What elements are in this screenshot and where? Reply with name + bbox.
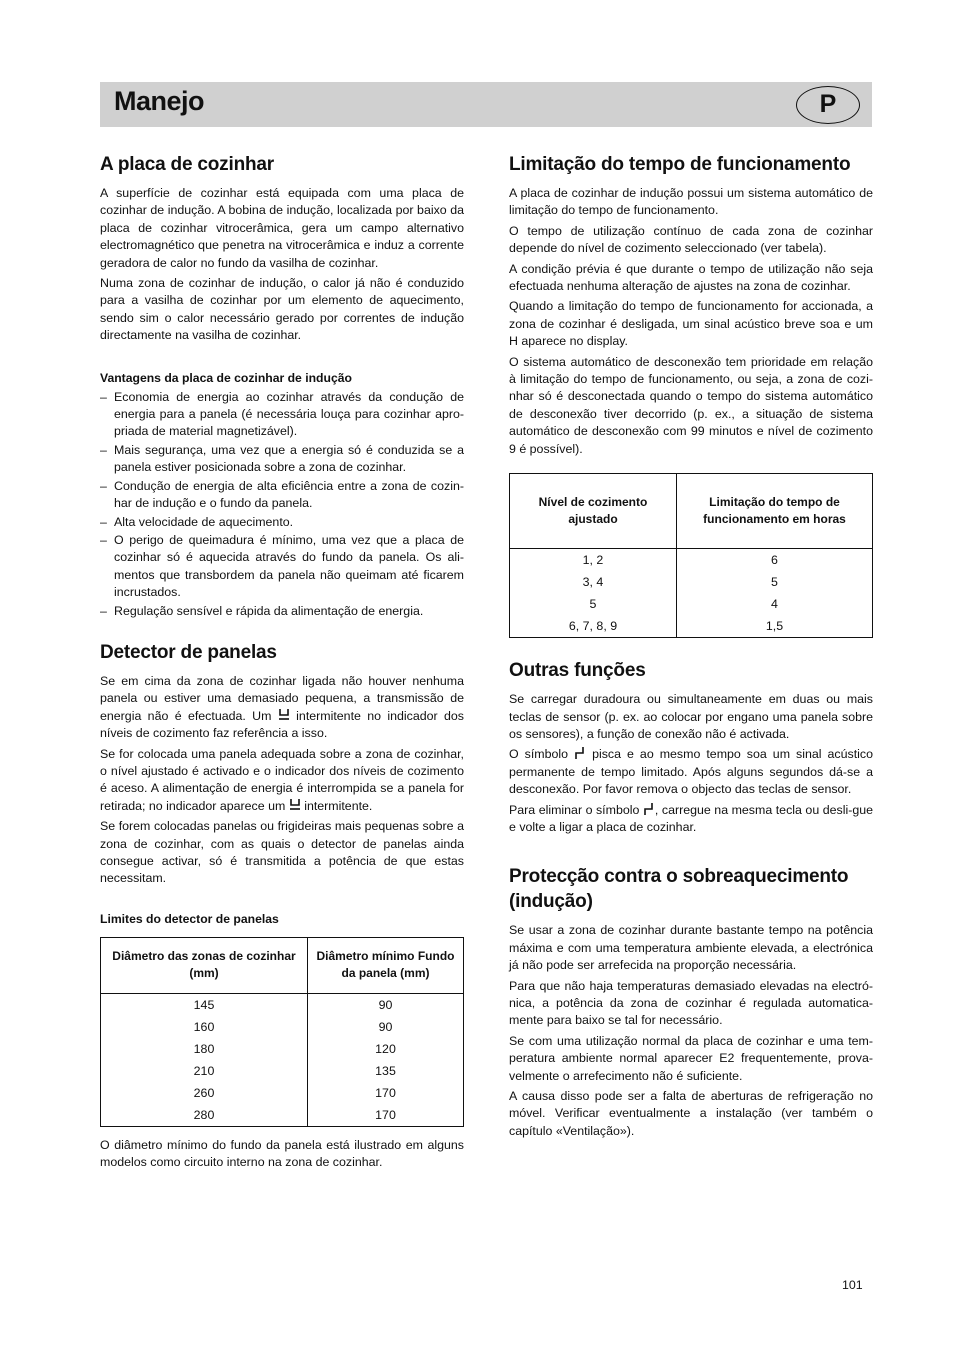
table-column-hours — [677, 549, 873, 638]
table-cell: 5 — [589, 597, 597, 612]
sensor-symbol-icon — [643, 802, 655, 816]
table-cell: 280 — [193, 1107, 215, 1122]
table-column-level — [510, 549, 677, 638]
list-item: – Condução de energia de alta eficiência entre a zona de cozin-har de indução e o fundo da panela. — [100, 478, 464, 513]
paragraph: Se forem colocadas panelas ou frigideiras mais pequenas sobre a zona de cozinhar, com as quais o detector de panelas ainda consegue activar, só é transmitida a potência de que estas necessitam. — [100, 819, 464, 886]
paragraph: Se carregar duradoura ou simultaneamente em duas ou mais teclas de sensor (p. ex. ao colocar por engano uma panela sobre os sensores), a função de conexão não é activada. — [509, 692, 873, 741]
table-cell: 90 — [378, 997, 393, 1012]
table-cell: 170 — [375, 1107, 396, 1122]
sensor-symbol-icon — [574, 746, 586, 760]
paragraph: O símbolo pisca e ao mesmo tempo soa um sinal acústico permanente de tempo limitado. Após alguns segundos dá-se a desconexão. Por favor remova o objecto das teclas de sensor. — [509, 747, 873, 797]
table-cell: 1, 2 — [582, 553, 604, 568]
time-limit-table — [509, 473, 873, 638]
table-column-min-diameter — [308, 993, 464, 1126]
table-cell: 145 — [193, 997, 215, 1012]
table-cell: 135 — [375, 1063, 396, 1078]
pan-symbol-icon — [278, 708, 290, 722]
list-item: – Economia de energia ao cozinhar através da condução de energia para a panela (é necessária louça para cozinhar apro-priada de material magnetizável). — [100, 389, 464, 441]
subheading-vantagens: Vantagens da placa de cozinhar de indução — [100, 370, 352, 385]
paragraph: Quando a limitação do tempo de funcionamento for accionada, a zona de cozinhar é desligada, um sinal acústico breve soa e um H aparece no display. — [509, 299, 873, 349]
table-header: Nível de cozimento ajustado — [510, 474, 677, 549]
paragraph: O diâmetro mínimo do fundo da panela está ilustrado em alguns modelos como circuito interno na zona de cozinhar. — [100, 1137, 464, 1170]
paragraph: Se usar a zona de cozinhar durante bastante tempo na potência máxima e com uma temperatura ambiente elevada, a electrónica já não pode ser arrefecida na proporção necessária. — [509, 923, 873, 973]
table-cell: 3, 4 — [582, 575, 604, 590]
list-item: – O perigo de queimadura é mínimo, uma vez que a placa de cozinhar só é aquecida através do fundo da panela. Os ali-mentos que transbordem da panela não queimam até ficarem incrustados. — [100, 532, 464, 602]
paragraph: O sistema automático de desconexão tem prioridade em relação à limitação do tempo de funcionamento, ou seja, a zona de cozi-nhar só é desconectada quando o tempo do sistema automático de desconexão tiver decorrido (p. ex., a situação de sistema automático de desconexão com 99 minutos e nível de cozimento 9 é possível). — [509, 354, 873, 456]
section-title-placa: A placa de cozinhar — [100, 154, 274, 175]
paragraph: Se com uma utilização normal da placa de cozinhar e uma tem-peratura ambiente normal aparecer E2 frequentemente, prova-velmente o arrefecimento não é suficiente. — [509, 1033, 873, 1083]
list-item: – Mais segurança, uma vez que a energia só é conduzida se a panela estiver posicionada sobre a zona de cozinhar. — [100, 442, 464, 477]
table-cell: 170 — [375, 1085, 396, 1100]
table-cell: 5 — [771, 575, 778, 590]
table-cell: 6, 7, 8, 9 — [568, 619, 618, 634]
table-cell: 160 — [193, 1019, 215, 1034]
paragraph: A placa de cozinhar de indução possui um sistema automático de limitação do tempo de funcionamento. — [509, 186, 873, 218]
subheading-limites: Limites do detector de panelas — [100, 911, 279, 926]
left-column — [100, 152, 464, 1175]
paragraph: A condição prévia é que durante o tempo de utilização não seja efectuada nenhuma alteração de ajustes na zona de cozinhar. — [509, 261, 873, 294]
paragraph: Se for colocada uma panela adequada sobre a zona de cozinhar, o nível ajustado é activado e o indicador dos níveis de cozimento é aceso. A alimentação de energia é interrompida se a panela for retirada; no indicador aparece um intermitente. — [100, 746, 464, 813]
page-title: Manejo — [114, 86, 205, 116]
table-column-zone-diameter — [101, 993, 308, 1126]
section-title-outras: Outras funções — [509, 660, 646, 682]
section-title-limitacao: Limitação do tempo de funcionamento — [509, 154, 851, 175]
page-number: 101 — [842, 1278, 863, 1292]
table-header: Limitação do tempo de funcionamento em horas — [677, 474, 873, 549]
table-cell: 4 — [771, 597, 778, 612]
table-cell: 90 — [378, 1019, 393, 1034]
paragraph: Para que não haja temperaturas demasiado elevadas na electró-nica, a potência da zona de cozinhar é regulada automatica-mente para baixo se tal for necessário. — [509, 978, 873, 1028]
section-title-proteccao: Protecção contra o sobreaquecimento (indução) — [509, 866, 849, 913]
list-item: – Regulação sensível e rápida da alimentação de energia. — [100, 603, 464, 620]
advantages-list — [100, 389, 464, 620]
table-cell: 120 — [375, 1041, 396, 1056]
table-cell: 260 — [193, 1085, 215, 1100]
language-badge: P — [796, 86, 860, 124]
table-header: Diâmetro mínimo Fundo da panela (mm) — [308, 937, 464, 993]
paragraph: A causa disso pode ser a falta de aberturas de refrigeração no móvel. Verificar eventualmente a instalação (ver também o capítulo «Ventilação»). — [509, 1089, 873, 1138]
pan-symbol-icon — [289, 798, 301, 812]
section-title-detector: Detector de panelas — [100, 641, 277, 663]
table-header: Diâmetro das zonas de cozinhar (mm) — [101, 937, 308, 993]
table-cell: 6 — [771, 553, 778, 568]
list-item: – Alta velocidade de aquecimento. — [100, 514, 464, 531]
table-cell: 210 — [193, 1063, 215, 1078]
paragraph: Se em cima da zona de cozinhar ligada não houver nenhuma panela ou estiver uma demasiado pequena, a transmissão de energia não é efectuada. Um intermitente no indicador dos níveis de cozimento faz referência a isso. — [100, 673, 465, 741]
paragraph: Para eliminar o símbolo , carregue na mesma tecla ou desli-gue e volte a ligar a placa de cozinhar. — [509, 802, 874, 834]
table-cell: 1,5 — [765, 619, 784, 634]
table-cell: 180 — [193, 1041, 215, 1056]
page-header — [100, 82, 872, 127]
paragraph: A superfície de cozinhar está equipada com uma placa de cozinhar de indução. A bobina de indução, localizada por baixo da placa de cozinhar vitrocerâmica, gera um campo alternativo electromagnético que penetra na vitrocerâmica e induz a corrente geradora de calor no fundo da vasilha de cozinhar. — [100, 186, 464, 270]
right-column — [509, 152, 873, 1143]
paragraph: O tempo de utilização contínuo de cada zona de cozinhar depende do nível de cozimento seleccionado (ver tabela). — [509, 223, 873, 256]
paragraph: Numa zona de cozinhar de indução, o calor já não é conduzido para a vasilha de cozinhar por um elemento de aquecimento, sendo sim o calor necessário gerado por correntes de indução directamente na vasilha de cozinhar. — [100, 276, 464, 343]
pan-detector-table — [100, 937, 464, 1127]
